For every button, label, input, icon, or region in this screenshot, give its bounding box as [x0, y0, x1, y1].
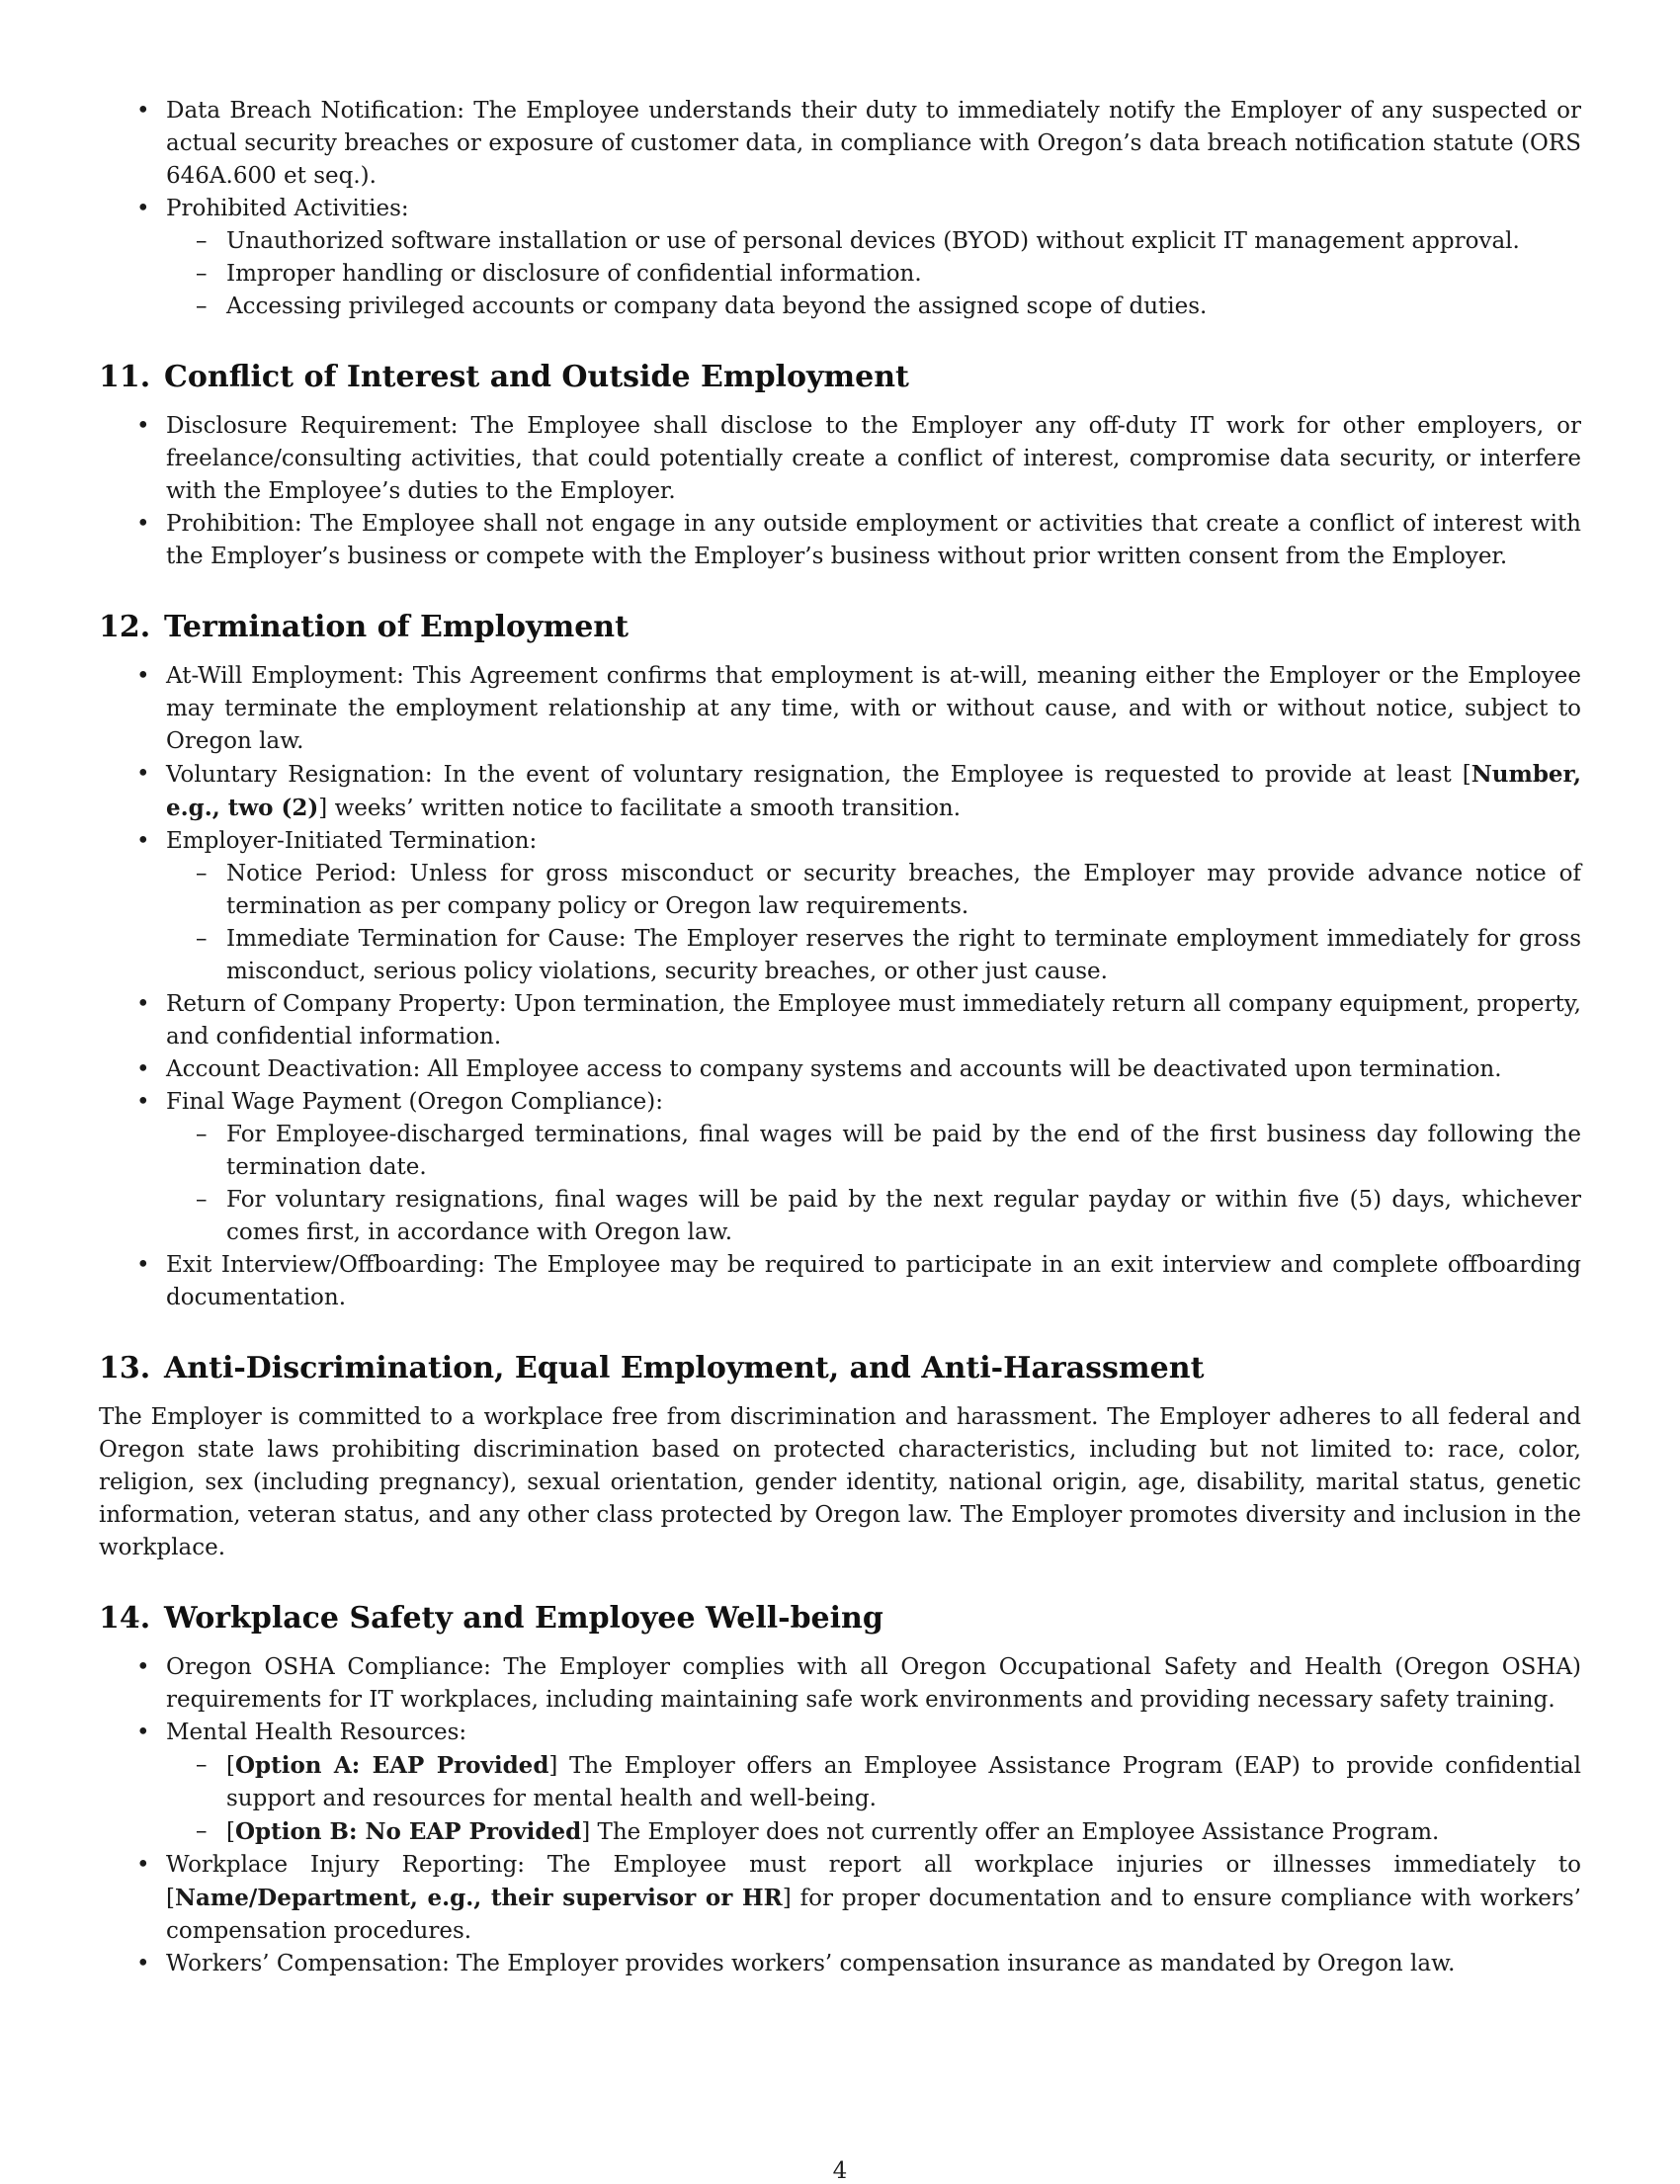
sub-list-item: – For Employee-discharged terminations, final wages will be paid by the end of the first business day following the termination date.	[166, 1119, 1581, 1184]
document-page	[99, 95, 1581, 1980]
bullet-icon: •	[136, 196, 150, 221]
dash-icon: –	[196, 861, 208, 886]
placeholder-injury-contact: Name/Department, e.g., their supervisor or HR	[174, 1885, 783, 1911]
final-wage-sublist	[166, 1119, 1581, 1249]
mental-health-sublist	[166, 1749, 1581, 1849]
section-14-heading: 14. Workplace Safety and Employee Well-being	[99, 1601, 883, 1636]
dash-icon: –	[196, 1122, 208, 1147]
list-item: • Prohibition: The Employee shall not engage in any outside employment or activities that create a conflict of interest with the Employer’s business or compete with the Employer’s business without prior written consent from the Employer.	[99, 508, 1581, 573]
list-item: • Workers’ Compensation: The Employer provides workers’ compensation insurance as mandated by Oregon law.	[99, 1948, 1581, 1980]
dash-icon: –	[196, 1752, 208, 1778]
bullet-icon: •	[136, 991, 150, 1017]
bullet-icon: •	[136, 1720, 150, 1745]
sub-list-item: – Improper handling or disclosure of confidential information.	[166, 258, 1581, 291]
bullet-icon: •	[136, 1056, 150, 1082]
dash-icon: –	[196, 261, 208, 287]
section-12-list	[99, 660, 1581, 1314]
security-list	[99, 95, 1581, 323]
section-13-heading: 13. Anti-Discrimination, Equal Employment, and Anti-Harassment	[99, 1351, 1205, 1386]
dash-icon: –	[196, 228, 208, 254]
section-14-list	[99, 1651, 1581, 1980]
dash-icon: –	[196, 294, 208, 319]
bullet-icon: •	[136, 98, 150, 124]
bullet-icon: •	[136, 1654, 150, 1680]
list-item: • Voluntary Resignation: In the event of voluntary resignation, the Employee is requested to provide at least [Number, e.g., two (2)] weeks’ written notice to facilitate a smooth transition.	[99, 758, 1581, 825]
bullet-icon: •	[136, 828, 150, 854]
page-number: 4	[832, 2158, 848, 2184]
list-item: • Final Wage Payment (Oregon Compliance): – For Employee-discharged terminations, final wages will be paid by the end of the first business day following the termination date. – For voluntary resignations, final wages will be paid by the next regular payday or within five (5) days, whichever comes first, in accordance with Oregon law.	[99, 1086, 1581, 1249]
dash-icon: –	[196, 1818, 208, 1844]
list-item: • Prohibited Activities: – Unauthorized software installation or use of personal devices (BYOD) without explicit IT management approval. – Improper handling or disclosure of confidential information. – Accessing privileged accounts or company data beyond the assigned scope of duties.	[99, 193, 1581, 323]
bullet-icon: •	[136, 1252, 150, 1278]
sub-list-item: – [Option A: EAP Provided] The Employer offers an Employee Assistance Program (EAP) to provide confidential support and resources for mental health and well-being.	[166, 1749, 1581, 1815]
sub-list-item: – Immediate Termination for Cause: The Employer reserves the right to terminate employment immediately for gross misconduct, serious policy violations, security breaches, or other just cause.	[166, 923, 1581, 988]
bullet-icon: •	[136, 511, 150, 537]
bullet-icon: •	[136, 1089, 150, 1115]
list-item: • Workplace Injury Reporting: The Employee must report all workplace injuries or illnesses immediately to [Name/Department, e.g., their supervisor or HR] for proper documentation and to ensure compliance with workers’ compensation procedures.	[99, 1849, 1581, 1948]
list-item: • At-Will Employment: This Agreement confirms that employment is at-will, meaning either the Employer or the Employee may terminate the employment relationship at any time, with or without cause, and with or without notice, subject to Oregon law.	[99, 660, 1581, 758]
list-item: • Employer-Initiated Termination: – Notice Period: Unless for gross misconduct or security breaches, the Employer may provide advance notice of termination as per company policy or Oregon law requirements. – Immediate Termination for Cause: The Employer reserves the right to terminate employment immediately for gross misconduct, serious policy violations, security breaches, or other just cause.	[99, 825, 1581, 988]
list-item: • Oregon OSHA Compliance: The Employer complies with all Oregon Occupational Safety and Health (Oregon OSHA) requirements for IT workplaces, including maintaining safe work environments and providing necessary safety training.	[99, 1651, 1581, 1717]
option-b-label: Option B: No EAP Provided	[234, 1818, 582, 1845]
dash-icon: –	[196, 1187, 208, 1213]
sub-list-item: – Notice Period: Unless for gross misconduct or security breaches, the Employer may provide advance notice of termination as per company policy or Oregon law requirements.	[166, 858, 1581, 923]
option-a-label: Option A: EAP Provided	[234, 1752, 549, 1779]
list-item: • Account Deactivation: All Employee access to company systems and accounts will be deactivated upon termination.	[99, 1053, 1581, 1086]
sub-list-item: – [Option B: No EAP Provided] The Employer does not currently offer an Employee Assistance Program.	[166, 1815, 1581, 1849]
list-item: • Data Breach Notification: The Employee understands their duty to immediately notify the Employer of any suspected or actual security breaches or exposure of customer data, in compliance with Oregon’s data breach notification statute (ORS 646A.600 et seq.).	[99, 95, 1581, 193]
bullet-icon: •	[136, 663, 150, 689]
employer-termination-sublist	[166, 858, 1581, 988]
list-item: • Disclosure Requirement: The Employee shall disclose to the Employer any off-duty IT work for other employers, or freelance/consulting activities, that could potentially create a conflict of interest, compromise data security, or interfere with the Employee’s duties to the Employer.	[99, 410, 1581, 508]
section-11-list	[99, 410, 1581, 573]
bullet-icon: •	[136, 413, 150, 439]
bullet-icon: •	[136, 761, 150, 787]
section-11-heading: 11. Conflict of Interest and Outside Employment	[99, 360, 909, 394]
sub-list-item: – Unauthorized software installation or use of personal devices (BYOD) without explicit IT management approval.	[166, 225, 1581, 258]
section-13-paragraph: The Employer is committed to a workplace free from discrimination and harassment. The Employer adheres to all federal and Oregon state laws prohibiting discrimination based on protected characteristics, including but not limited to: race, color, religion, sex (including pregnancy), sexual orientation, gender identity, national origin, age, disability, marital status, genetic information, veteran status, and any other class protected by Oregon law. The Employer promotes diversity and inclusion in the workplace.	[99, 1404, 1581, 1560]
list-item: • Return of Company Property: Upon termination, the Employee must immediately return all company equipment, property, and confidential information.	[99, 988, 1581, 1053]
sub-list-item: – Accessing privileged accounts or company data beyond the assigned scope of duties.	[166, 291, 1581, 323]
list-item: • Exit Interview/Offboarding: The Employee may be required to participate in an exit interview and complete offboarding documentation.	[99, 1249, 1581, 1314]
sub-list-item: – For voluntary resignations, final wages will be paid by the next regular payday or within five (5) days, whichever comes first, in accordance with Oregon law.	[166, 1184, 1581, 1249]
placeholder-notice-weeks: Number, e.g., two (2)	[166, 761, 1581, 821]
dash-icon: –	[196, 926, 208, 952]
bullet-icon: •	[136, 1852, 150, 1878]
list-item: • Mental Health Resources: – [Option A: EAP Provided] The Employer offers an Employee Assistance Program (EAP) to provide confidential support and resources for mental health and well-being. – [Option B: No EAP Provided] The Employer does not currently offer an Employee Assistance Program.	[99, 1717, 1581, 1849]
prohibited-sublist	[166, 225, 1581, 323]
bullet-icon: •	[136, 1951, 150, 1976]
section-12-heading: 12. Termination of Employment	[99, 610, 629, 644]
